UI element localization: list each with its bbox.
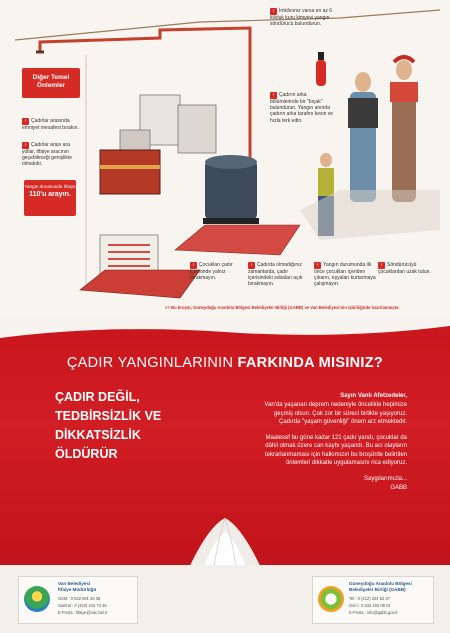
footer-left-org-2: İtfaiye Müdürlüğü <box>58 587 97 592</box>
slogan-line-2: TEDBİRSİZLİK VE <box>55 409 162 423</box>
letter-closing: Saygılarımızla... <box>363 476 407 483</box>
slogan <box>55 388 225 464</box>
letter-signature: GABB <box>390 484 407 491</box>
footer-right-org-2: Belediyeler Birliği (GABB) <box>349 587 406 592</box>
right-note <box>270 92 334 124</box>
right-note-text: Çadırın arka bölümlerinde bir "bıçak" bulundurun. Yangın anında çadırın arka tarafını kesin ve hızla terk edin. <box>270 92 334 124</box>
safety-bullet-icon: › <box>22 142 29 149</box>
bottom-note-1-text: Çocukları çadır içerisinde yalnız bırakmayın. <box>190 262 233 282</box>
bottom-note-3 <box>314 262 376 288</box>
fire-number-line <box>24 192 76 198</box>
left-note-1 <box>22 118 84 131</box>
fire-box-label: Yangın durumunda İtfaiye <box>24 184 76 189</box>
letter-greeting: Sayın Vanlı Afetzedeler, <box>340 393 407 399</box>
slogan-line-1: ÇADIR DEĞİL, <box>55 390 140 404</box>
safety-bullet-icon: › <box>378 262 385 269</box>
main-headline <box>0 355 450 371</box>
left-note-1-text: Çadırlar arasında emniyet mesafesi bırakın. <box>22 118 79 131</box>
left-note-2 <box>22 142 84 168</box>
letter-paragraph-2: Maalesef bu güne kadar 121 çadır yandı, çocuklar da dâhil olmak üzere can kaybı yaşandı. Bu acı olayların tekrarlanmaması için halkımızın bu broşürde belirtilen önlemleri dikkatle uygulamasını rica ediyoruz. <box>264 435 407 467</box>
slogan-line-3: DİKKATSİZLİK <box>55 428 141 442</box>
van-belediyesi-logo <box>24 586 50 612</box>
top-note <box>270 8 336 27</box>
headline-bold: FARKINDA MISINIZ? <box>237 355 384 371</box>
footer-right-org-1: Güneydoğu Anadolu Bölgesi <box>349 581 412 586</box>
fire-number: 110 <box>29 190 41 198</box>
fire-emergency-box <box>24 180 76 216</box>
footer-left-phone-2: Santral : 0 (432) 216 73 46 <box>58 603 107 608</box>
illustration-footnote: >> Bu broşür, Güneydoğu Anadolu Bölgesi Belediyeler Birliği (GABB) ve Van Belediyesi'nin işbirliğinde hazırlanmıştır. <box>165 305 400 310</box>
bottom-note-2-text: Çadırda olmadığınız zamanlarda, çadır içerisindeki sobaları açık bırakmayın. <box>248 262 303 288</box>
footer-right-phone-1: Tel : 0 (412) 224 52 37 <box>349 596 390 601</box>
bottom-note-4 <box>378 262 434 275</box>
safety-bullet-icon: › <box>314 262 321 269</box>
safety-bullet-icon: › <box>270 92 277 99</box>
safety-bullet-icon: › <box>270 8 277 15</box>
letter-paragraph-1: Van'da yaşanan deprem nedeniyle öncelikle hepimize geçmiş olsun. Çok zor bir süreci birlikte yaşıyoruz. Çadırda "yaşam güvenliği" önem arz etmektedir. <box>264 402 407 425</box>
bottom-note-3-text: Yangın durumunda ilk önce çocukları içeriden çıkarın, eşyaları kurtarmaya çalışmayın. <box>314 262 376 288</box>
safety-bullet-icon: › <box>190 262 197 269</box>
bottom-note-1 <box>190 262 248 281</box>
fire-number-suffix: 'u arayın. <box>40 190 71 198</box>
slogan-line-4: ÖLDÜRÜR <box>55 447 118 461</box>
safety-bullet-icon: › <box>22 118 29 125</box>
bottom-note-2 <box>248 262 312 288</box>
footer-left-email: E-Posta : itfaiye@van.bel.tr <box>58 610 108 615</box>
safety-bullet-icon: › <box>248 262 255 269</box>
footer-left-org-1: Van Belediyesi <box>58 581 91 586</box>
footer-left-phone-1: GSM : 0 532 691 26 38 <box>58 596 101 601</box>
left-note-2-text: Çadırlar arası ara yollar, itfaiye aracının geçebileceği genişlikte olmalıdır. <box>22 142 73 168</box>
footer-right-phone-2: Gsm : 0 532 402 08 01 <box>349 603 391 608</box>
letter-to-victims <box>253 392 407 500</box>
top-note-text: İmkânınız varsa en az 6 kiloluk kuru kimyevi yangın söndürücü bulundurun. <box>270 8 333 28</box>
headline-normal: ÇADIR YANGINLARININ <box>66 355 238 371</box>
gabb-logo <box>318 586 344 612</box>
footer-right-email: E-Posta : info@gabb.gov.tr <box>349 610 398 615</box>
left-panel-title: Diğer Temel Önlemler <box>22 68 80 98</box>
bottom-note-4-text: Söndürücüyü çocuklardan uzak tutun. <box>378 262 431 275</box>
